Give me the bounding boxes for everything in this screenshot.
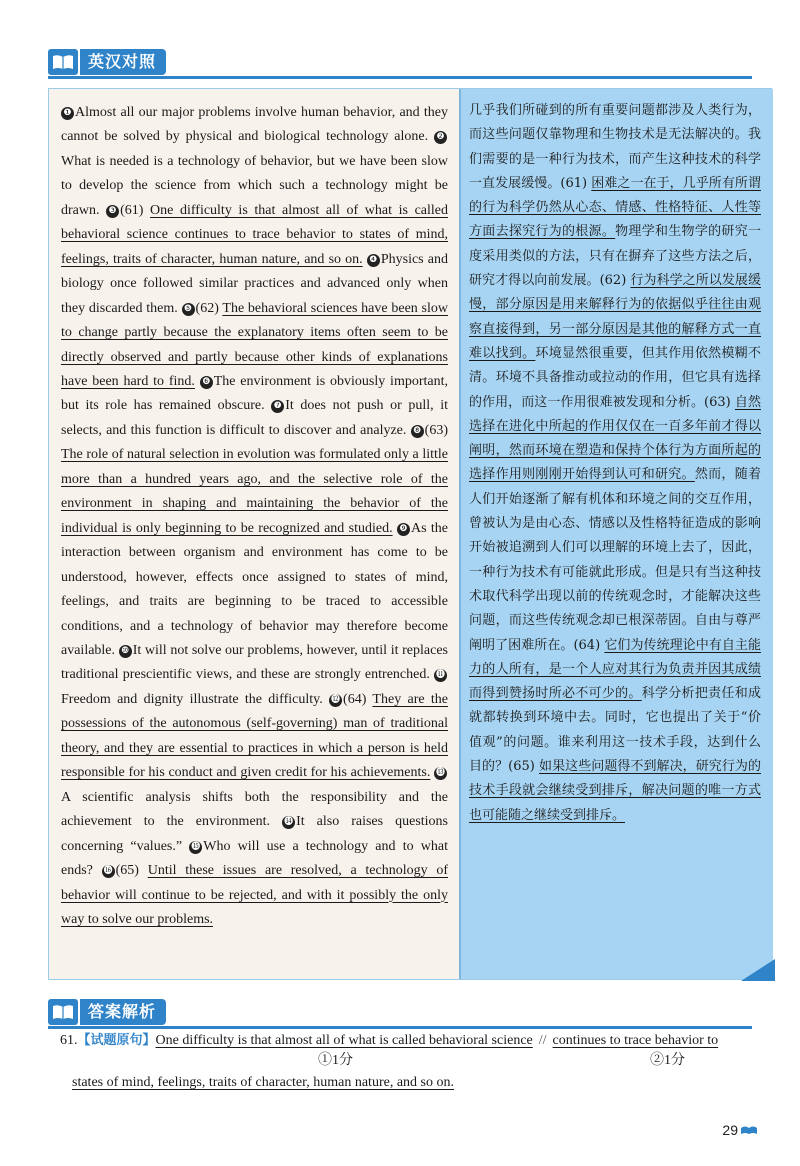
question-number: (63) <box>704 394 735 410</box>
sentence-number: ❸ <box>106 205 119 218</box>
answer-segment-1: One difficulty is that almost all of what is called behavioral science <box>155 1033 533 1048</box>
underlined-translation: 它们为传统理论中有自主能力的人所有，是一个人应对其行为负责并因其成绩而得到赞扬时所必不可少的。 <box>469 637 761 702</box>
answer-line <box>60 1073 760 1093</box>
chinese-column <box>459 89 773 979</box>
question-number: (64) <box>573 637 605 653</box>
sentence-number: ❹ <box>367 254 380 267</box>
answer-segment-continued: states of mind, feelings, traits of character, human nature, and so on. <box>72 1075 454 1090</box>
sentence-number: ❼ <box>271 400 284 413</box>
underlined-sentence: They are the possessions of the autonomous (self-governing) man of traditional theory, and they are essential to practices in which a person is held responsible for his conduct and given credit for his achievements. <box>61 691 448 781</box>
segment-separator: // <box>538 1033 547 1048</box>
translation-text: 物理学和生物学的研究一度采用类似的方法，只有在摒弃了这些方法之后，研究才得以向前发展。 <box>469 224 761 289</box>
underlined-sentence: The role of natural selection in evolution was formulated only a little more than a hundred years ago, and the selective role of the environment in shaping and maintaining the behavior of the individual is only beginning to be recognized and studied. <box>61 447 448 536</box>
underlined-sentence: One difficulty is that almost all of what is called behavioral science continues to trace behavior to states of mind, feelings, traits of character, human nature, and so on. <box>61 202 448 267</box>
english-passage <box>61 101 448 932</box>
sentence: As the interaction between organism and environment has come to be understood, however, effects once assigned to states of mind, feelings, and traits are beginning to be traced to accessible conditions, and a technology of behavior may therefore become available. <box>61 520 448 658</box>
chinese-passage <box>469 99 761 828</box>
underlined-translation: 困难之一在于，几乎所有所谓的行为科学仍然从心态、情感、性格特征、人性等方面去探究行为的根源。 <box>469 175 761 240</box>
sentence-number: ❿ <box>119 645 132 658</box>
question-number: (63) <box>424 422 448 438</box>
question-number: (61) <box>120 202 151 218</box>
question-number: (64) <box>343 691 373 707</box>
section-header-answers <box>48 998 166 1026</box>
underlined-translation: 如果这些问题得不到解决，研究行为的技术手段就会继续受到排斥，解决问题的唯一方式也可能随之继续受到排斥。 <box>469 759 761 823</box>
underlined-sentence: The behavioral sciences have been slow to change partly because the explanatory items often seem to be directly observed and partly because other kinds of explanations have been hard to find. <box>61 300 449 389</box>
sentence: It also raises questions concerning “values.” <box>61 814 449 854</box>
sentence-number: ⓮ <box>284 817 294 828</box>
sentence-number: ❷ <box>434 131 447 144</box>
sentence-number: ⓰ <box>103 866 113 877</box>
open-book-icon <box>48 999 78 1025</box>
page-number-text: 29 <box>722 1122 738 1138</box>
translation-text: 科学分析把责任和成就都转换到环境中去。同时，它也提出了关于“价值观”的问题。谁来利用这一技术手段，达到什么目的？ <box>469 686 761 775</box>
sentence: Who will use a technology and to what ends? <box>61 838 448 879</box>
sentence-number: ⓭ <box>435 768 445 779</box>
question-number: (61) <box>560 175 592 191</box>
score-row <box>60 1051 760 1073</box>
answer-tag: 【试题原句】 <box>77 1033 156 1048</box>
open-book-icon <box>48 49 78 75</box>
underlined-sentence: Until these issues are resolved, a technology of behavior will continue to be rejected, and with it possibly the only way to solve our problems. <box>61 863 449 927</box>
question-number: (65) <box>115 863 148 879</box>
translation-text: 几乎我们所碰到的所有重要问题都涉及人类行为，而这些问题仅靠物理和生物技术是无法解决的。我们需要的是一种行为技术，而产生这种技术的科学一直发展缓慢。 <box>469 103 761 191</box>
sentence-number: ⓫ <box>435 670 445 681</box>
sentence-number: ⓬ <box>331 694 341 705</box>
divider <box>48 76 752 79</box>
sentence: Physics and biology once followed similar practices and advanced only when they discarded them. <box>61 251 448 316</box>
translation-text: 环境显然很重要，但其作用依然模糊不清。环境不具备推动或拉动的作用，但它具有选择的作用，而这一作用很难被发现和分析。 <box>469 345 761 410</box>
sentence: It will not solve our problems, however, until it replaces traditional prescientific views, and these are strongly entrenched. <box>61 642 449 683</box>
question-number: 61. <box>60 1033 78 1048</box>
sentence-number: ❻ <box>200 376 213 389</box>
question-number: (62) <box>195 300 223 316</box>
book-icon <box>740 1125 758 1135</box>
sentence: What is needed is a technology of behavior, but we have been slow to develop the science from which such a technology might be drawn. <box>61 153 448 218</box>
sentence: A scientific analysis shifts both the responsibility and the achievement to the environment. <box>61 789 448 830</box>
answer-block <box>60 1031 760 1093</box>
english-column <box>49 89 459 979</box>
answer-line <box>60 1031 760 1051</box>
underlined-translation: 行为科学之所以发展缓慢，部分原因是用来解释行为的依据似乎往往由观察直接得到，另一部分原因是其他的解释方式一直难以找到。 <box>469 273 761 361</box>
underlined-translation: 自然选择在进化中所起的作用仅仅在一百多年前才得以阐明，然而环境在塑造和保持个体行为方面所起的选择作用则刚刚开始得到认可和研究。 <box>469 394 761 483</box>
sentence-number: ❶ <box>61 107 74 120</box>
sentence-number: ❺ <box>182 303 195 316</box>
score-label: ①1分 <box>318 1053 353 1068</box>
section-title: 英汉对照 <box>80 49 166 75</box>
sentence: Almost all our major problems involve human behavior, and they cannot be solved by physical and biological technology alone. <box>61 105 448 145</box>
sentence-number: ❾ <box>397 523 410 536</box>
score-label: ②1分 <box>650 1053 685 1068</box>
sentence: The environment is obviously important, but its role has remained obscure. <box>61 373 448 414</box>
question-number: (62) <box>599 273 631 289</box>
divider <box>48 1026 752 1029</box>
sentence: It does not push or pull, it selects, and this function is difficult to discover and analyze. <box>61 398 448 438</box>
question-number: (65) <box>508 759 540 775</box>
page-number <box>722 1122 758 1138</box>
sentence-number: ⓯ <box>191 841 201 852</box>
sentence-number: ❽ <box>411 425 424 438</box>
corner-decoration <box>741 959 775 981</box>
section-header-bilingual <box>48 48 166 76</box>
answer-segment-2: continues to trace behavior to <box>552 1033 719 1048</box>
bilingual-panel <box>48 88 772 980</box>
sentence: Freedom and dignity illustrate the difficulty. <box>61 691 323 707</box>
translation-text: 然而，随着人们开始逐渐了解有机体和环境之间的交互作用，曾被认为是由心态、情感以及性格特征造成的影响开始被追溯到人们可以理解的环境上去了，因此，一种行为技术有可能就此形成。但是只有当这种技术取代科学出现以前的传统观念时，才能解决这些问题，而这些传统观念却已根深蒂固。自由与尊严阐明了困难所在。 <box>469 467 761 653</box>
section-title: 答案解析 <box>80 999 166 1025</box>
